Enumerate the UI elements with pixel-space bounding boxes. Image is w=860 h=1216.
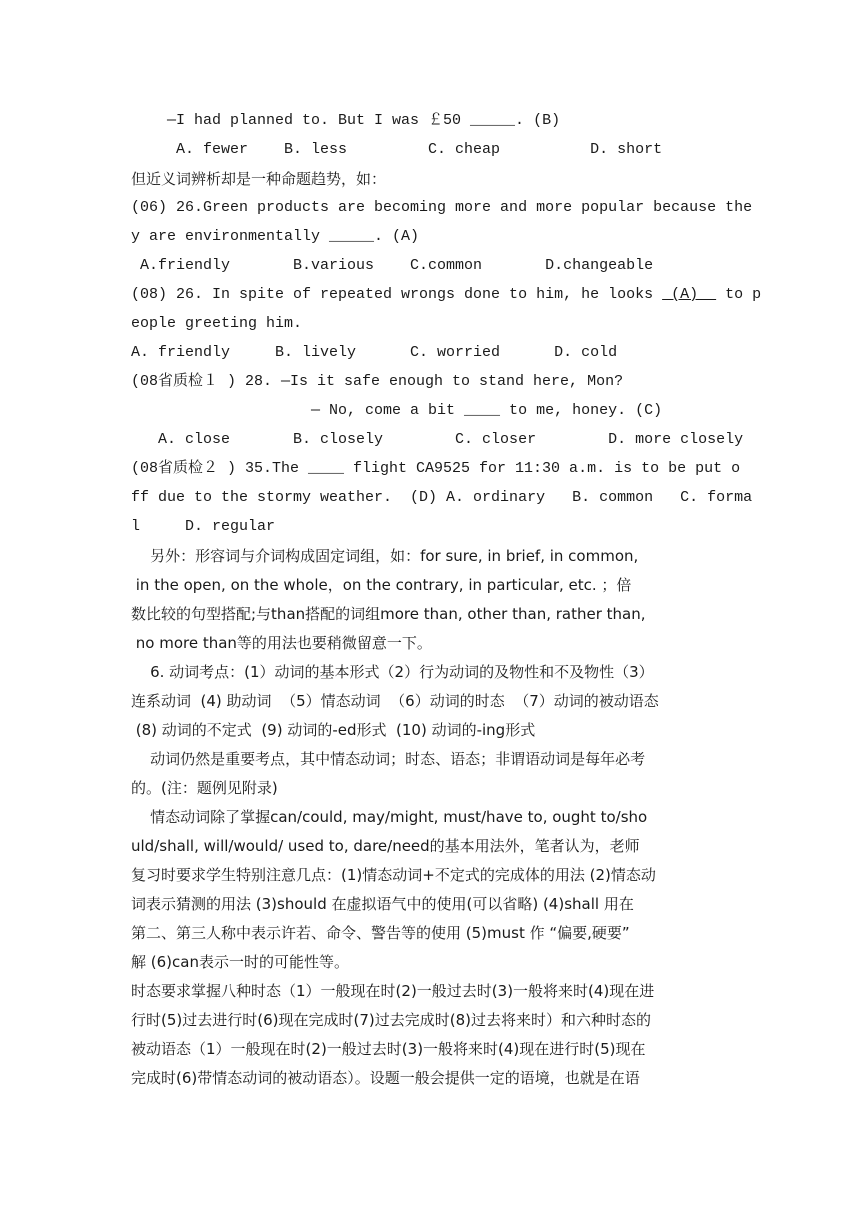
options-line: l D. regular	[131, 518, 276, 535]
paragraph-line: 连系动词 (4) 助动词 （5）情态动词 （6）动词的时态 （7）动词的被动语态	[131, 692, 659, 710]
paragraph-line: 完成时(6)带情态动词的被动语态）。设题一般会提供一定的语境，也就是在语	[131, 1069, 640, 1087]
paragraph-line: in the open, on the whole，on the contrary, in particular, etc. ；倍	[131, 576, 632, 594]
options-line: A. friendly B. lively C. worried D. cold	[131, 344, 618, 361]
paragraph-line: uld/shall, will/would/ used to, dare/need的基本用法外，笔者认为，老师	[131, 837, 640, 855]
paragraph-line: 另外：形容词与介词构成固定词组，如：for sure, in brief, in common,	[131, 547, 639, 565]
paragraph-line: 但近义词辨析却是一种命题趋势，如：	[131, 170, 387, 188]
question-line: y are environmentally _____. (A)	[131, 228, 420, 245]
options-line: A. fewer B. less C. cheap D. short	[131, 141, 663, 158]
paragraph-line: 第二、第三人称中表示许若、命令、警告等的使用 (5)must 作 “偏要,硬要”	[131, 924, 630, 942]
question-line: (08省质检１ ) 28. —Is it safe enough to stand here, Mon?	[131, 373, 624, 390]
question-text: (08) 26. In spite of repeated wrongs done to him, he looks	[131, 286, 654, 303]
options-line: A. close B. closely C. closer D. more closely	[131, 431, 744, 448]
paragraph-line: 6. 动词考点：(1）动词的基本形式（2）行为动词的及物性和不及物性（3）	[131, 663, 654, 681]
paragraph-line: 复习时要求学生特别注意几点：(1)情态动词+不定式的完成体的用法 (2)情态动	[131, 866, 656, 884]
question-line: —I had planned to. But I was ￡50 _____. (B)	[131, 112, 561, 129]
paragraph-line: 动词仍然是重要考点，其中情态动词；时态、语态；非谓语动词是每年必考	[131, 750, 646, 768]
question-line: — No, come a bit ____ to me, honey. (C)	[131, 402, 663, 419]
answer-blank: (A)	[662, 286, 717, 303]
question-line: (08省质检２ ) 35.The ____ flight CA9525 for 11:30 a.m. is to be put o	[131, 460, 741, 477]
question-line: ff due to the stormy weather. (D) A. ordinary B. common C. forma	[131, 489, 753, 506]
paragraph-line: 情态动词除了掌握can/could, may/might, must/have to, ought to/sho	[131, 808, 648, 826]
paragraph-line: 词表示猜测的用法 (3)should 在虚拟语气中的使用(可以省略) (4)shall 用在	[131, 895, 634, 913]
paragraph-line: 数比较的句型搭配;与than搭配的词组more than, other than, rather than,	[131, 605, 646, 623]
paragraph-line: 解 (6)can表示一时的可能性等。	[131, 953, 349, 971]
paragraph-line: 时态要求掌握八种时态（1）一般现在时(2)一般过去时(3)一般将来时(4)现在进	[131, 982, 655, 1000]
question-line	[131, 285, 762, 305]
paragraph-line: no more than等的用法也要稍微留意一下。	[131, 634, 432, 652]
paragraph-line: 的。(注：题例见附录)	[131, 779, 278, 797]
question-line: eople greeting him.	[131, 315, 303, 332]
question-text-tail: to p	[716, 286, 762, 303]
paragraph-line: 被动语态（1）一般现在时(2)一般过去时(3)一般将来时(4)现在进行时(5)现在	[131, 1040, 646, 1058]
question-line: (06) 26.Green products are becoming more and more popular because the	[131, 199, 753, 216]
options-line: A.friendly B.various C.common D.changeable	[131, 257, 654, 274]
paragraph-line: (8) 动词的不定式 (9) 动词的-ed形式 (10) 动词的-ing形式	[131, 721, 536, 739]
paragraph-line: 行时(5)过去进行时(6)现在完成时(7)过去完成时(8)过去将来时）和六种时态的	[131, 1011, 651, 1029]
